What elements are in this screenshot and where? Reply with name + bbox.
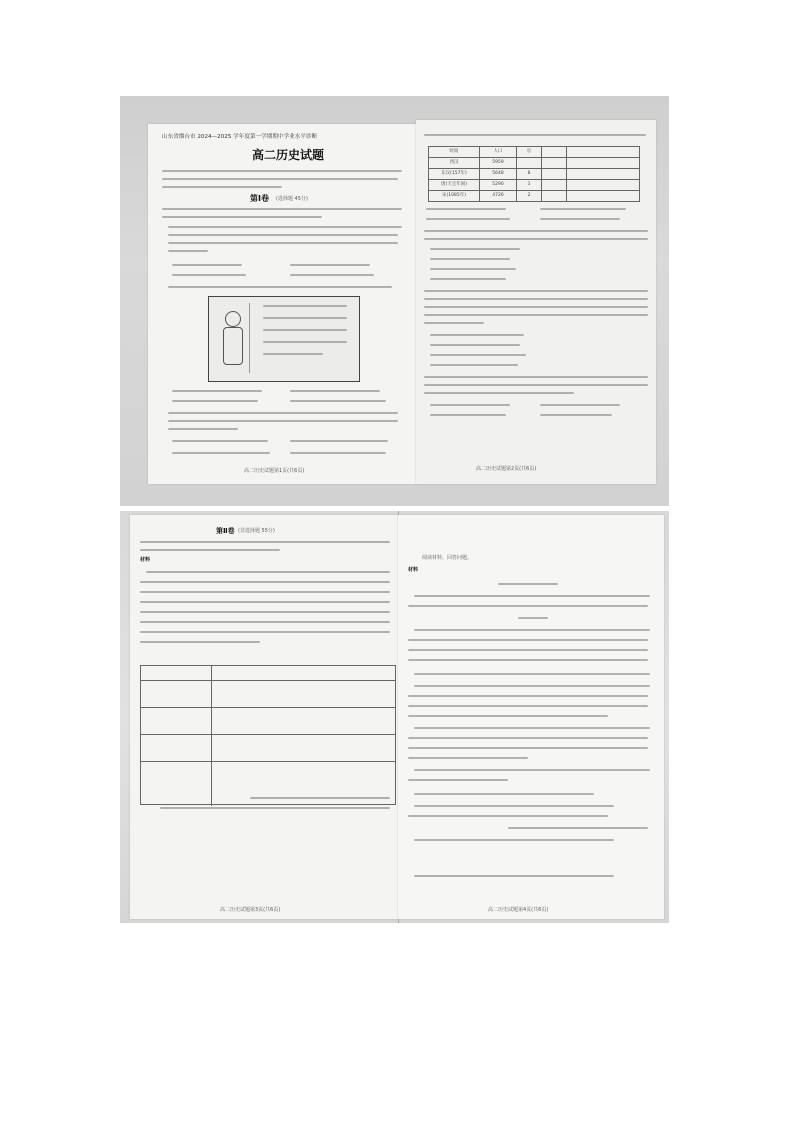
section-2-note: (非选择题 55分) <box>238 528 275 534</box>
page-1-footer: 高二历史试题第1页(共6页) <box>244 468 305 474</box>
exam-page-2 <box>416 120 656 484</box>
table-header-row: 时间 人口 官 <box>429 147 639 158</box>
material-table <box>140 665 396 805</box>
page-3-footer: 高二历史试题第3页(共6页) <box>220 907 281 913</box>
table-row: 唐(天宝年间) 5290 1 <box>429 180 639 191</box>
exam-page-1 <box>148 124 418 484</box>
cartoon-image <box>208 296 360 382</box>
table-row: 宋(1085年) 4726 2 <box>429 191 639 201</box>
material-label-right: 材料 <box>408 567 419 573</box>
exam-header-line: 山东省烟台市 2024—2025 学年度第一学期期中学业水平诊断 <box>162 134 318 140</box>
table-row: 西汉 5959 <box>429 158 639 169</box>
exam-photo-top <box>120 96 669 506</box>
material-label: 材料 <box>140 557 151 563</box>
exam-title: 高二历史试题 <box>252 148 325 162</box>
exam-page-3 <box>130 515 398 919</box>
section-1-note: (选择题 45分) <box>276 196 308 202</box>
exam-photo-bottom <box>120 511 669 923</box>
table-row: 东汉(157年) 5648 8 <box>429 169 639 180</box>
page-2-footer: 高二历史试题第2页(共6页) <box>476 466 537 472</box>
question-prompt: 阅读材料，回答问题。 <box>422 555 473 561</box>
page-4-footer: 高二历史试题第4页(共6页) <box>488 907 549 913</box>
section-2-heading: 第Ⅱ卷 <box>216 527 235 535</box>
exam-page-4 <box>398 515 664 919</box>
population-table <box>428 146 640 202</box>
section-1-heading: 第Ⅰ卷 <box>250 194 269 203</box>
